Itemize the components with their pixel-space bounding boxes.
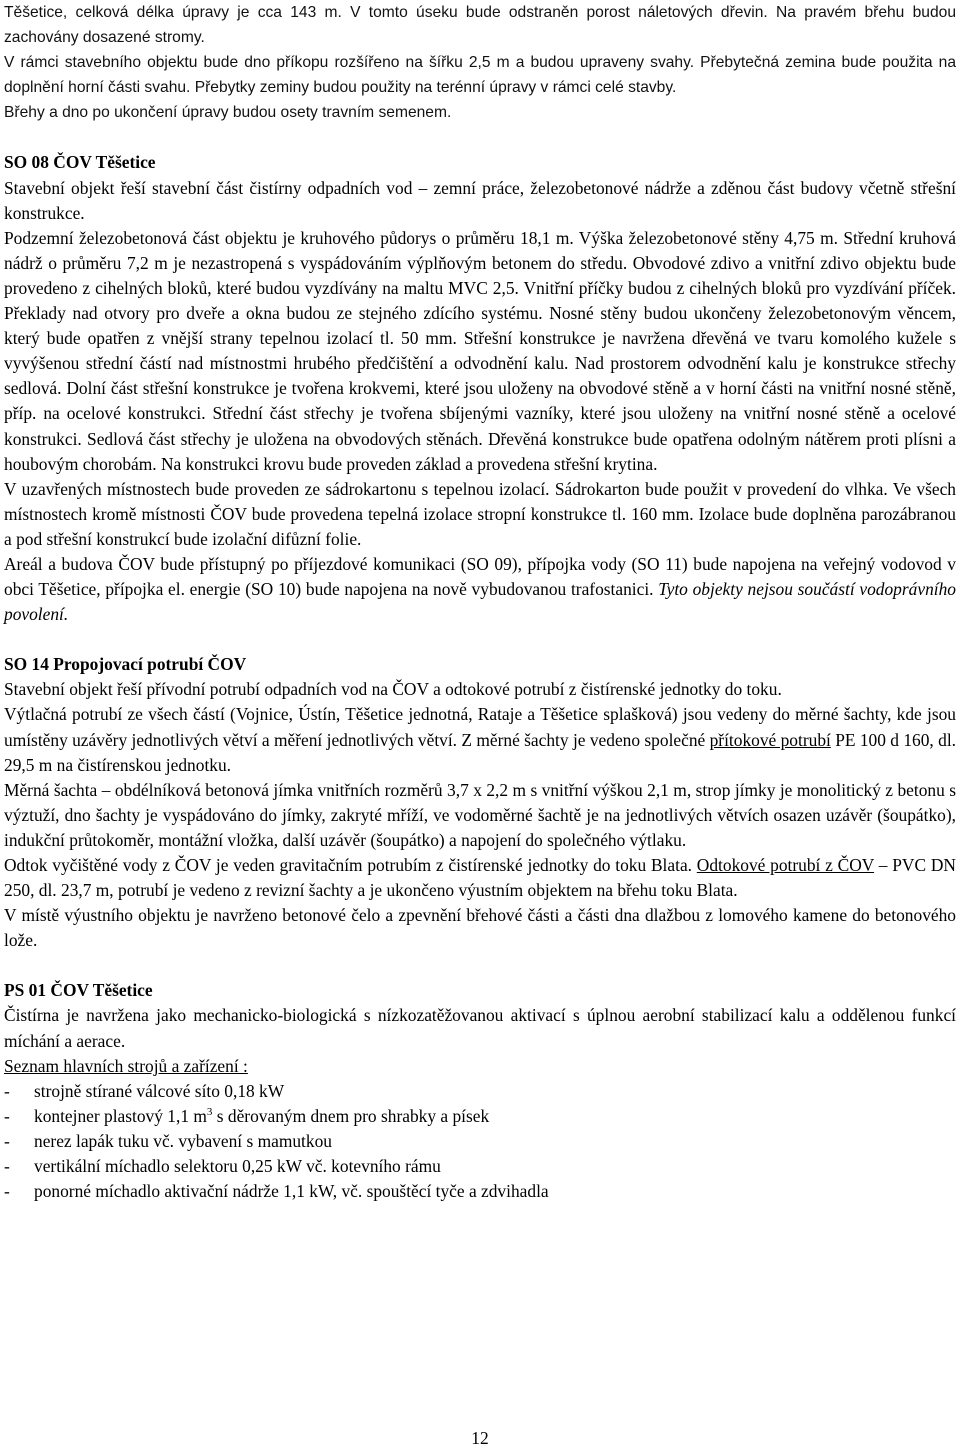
list-item [4,1104,956,1129]
so14-paragraph-1: Stavební objekt řeší přívodní potrubí odpadních vod na ČOV a odtokové potrubí z čistírenské jednotky do toku. [4,679,782,700]
intro-paragraph-2: V rámci stavebního objektu bude dno příkopu rozšířeno na šířku 2,5 m a budou upraveny svahy. Přebytečná zemina bude použita na doplnění horní části svahu. Přebytky zeminy budou použity na terénní úpravy v rámci celé stavby. [4,54,956,97]
list-item [4,1154,956,1179]
so14-paragraph-3: Měrná šachta – obdélníková betonová jímka vnitřních rozměrů 3,7 x 2,2 m s vnitřní výškou 2,1 m, strop jímky je monolitický z betonu s výztuží, dno šachty je vyspádováno do jímky, zakryté mříží, ve vodoměrné šachtě je na jednotlivých větvích osazen uzávěr (šoupátko), indukční průtokoměr, montážní vložka, další uzávěr (šoupátko) a napojení do společného výtlaku. [4,779,956,850]
list-item-text: kontejner plastový 1,1 m [34,1105,207,1126]
so14-paragraph-2 [4,702,956,777]
list-item-text: strojně stírané válcové síto 0,18 kW [34,1080,285,1101]
list-dash: - [4,1130,10,1151]
ps01-heading: PS 01 ČOV Těšetice [4,980,153,1001]
list-item [4,1179,956,1204]
so14-inflow-pipe: přítokové potrubí [709,729,831,750]
list-dash: - [4,1080,10,1101]
so08-paragraph-3: V uzavřených místnostech bude proveden ze sádrokartonu s tepelnou izolací. Sádrokarton bude použit v provedení do vlhka. Ve všech místnostech kromě místnosti ČOV bude provedena tepelná izolace stropní konstrukce tl. 160 mm. Izolace bude doplněna parozábranou a pod střešní konstrukcí bude izolační difůzní folie. [4,478,956,549]
intro-paragraph-3: Břehy a dno po ukončení úpravy budou osety travním semenem. [4,104,452,122]
so08-italic-note: Tyto objekty nejsou součástí vodoprávního povolení. [4,579,956,625]
document-page [4,0,956,1204]
intro-paragraph-1: Těšetice, celková délka úpravy je cca 143 m. V tomto úseku bude odstraněn porost náletových dřevin. Na pravém břehu budou zachovány dosazené stromy. [4,4,956,47]
list-dash: - [4,1181,10,1202]
list-item-text: nerez lapák tuku vč. vybavení s mamutkou [34,1130,332,1151]
so14-p4-text-b: – PVC DN 250, dl. 23,7 m, potrubí je vedeno z revizní šachty a je ukončeno výustním objektem na břehu toku Blata. [4,855,956,901]
list-item-text: ponorné míchadlo aktivační nádrže 1,1 kW, vč. spouštěcí tyče a zdvihadla [34,1181,549,1202]
list-item [4,1079,956,1104]
so08-paragraph-4 [4,552,956,627]
so08-paragraph-4-text: Areál a budova ČOV bude přístupný po příjezdové komunikaci (SO 09), přípojka vody (SO 11) bude napojena na veřejný vodovod v obci Těšetice, přípojka el. energie (SO 10) bude napojena na nově vybudovanou trafostanici. [4,553,956,600]
so14-outflow-pipe: Odtokové potrubí z ČOV [696,855,875,875]
superscript-3: 3 [206,1106,213,1119]
page-number: 12 [471,1428,489,1448]
ps01-list-heading: Seznam hlavních strojů a zařízení : [4,1055,248,1076]
so14-p2-text-b: PE 100 d 160, dl. 29,5 m na čistírenskou jednotku. [4,729,957,775]
so14-p4-text-a: Odtok vyčištěné vody z ČOV je veden gravitačním potrubím z čistírenské jednotky do toku Blata. [4,855,697,875]
list-item-text: vertikální míchadlo selektoru 0,25 kW vč. kotevního rámu [34,1156,441,1177]
so14-paragraph-4 [4,853,956,903]
so14-heading: SO 14 Propojovací potrubí ČOV [4,654,247,675]
so08-paragraph-2: Podzemní železobetonová část objektu je kruhového půdorys o průměru 18,1 m. Výška železobetonové stěny 4,75 m. Střední kruhová nádrž o průměru 7,2 m je nezastropená s vyspádováním výplňovým betonem do středu. Obvodové zdivo a vnitřní zdivo objektu bude provedeno z cihelných bloků, které budou vyzdívány na maltu MVC 2,5. Vnitřní příčky budou z cihelných bloků pro vyzdívání příček. Překlady nad otvory pro dveře a okna budou ze stejného zdícího systému. Nosné stěny budou ukončeny železobetonovým věncem, který bude opatřen z vnější strany tepelnou izolací tl. 50 mm. Střešní konstrukce je navržena dřevěná ve tvaru komolého kužele s vyvýšenou střední částí nad místnostmi hrubého předčištění a odvodnění kalu. Nad prostorem odvodnění kalu je konstrukce střechy sedlová. Dolní část střešní konstrukce je tvořena krokvemi, které jsou uloženy na obvodové stěně a v horní části na vnitřní nosné stěně, příp. na ocelové konstrukci. Střední část střechy je tvořena sbíjenými vazníky, které jsou uloženy na vnitřní nosné stěně a ocelové konstrukci. Sedlová část střechy je uložena na obvodových stěnách. Dřevěná konstrukce bude opatřena odolným nátěrem proti plísni a houbovým chorobám. Na konstrukci krovu bude proveden základ a provedena střešní krytina. [4,227,956,474]
list-item [4,1129,956,1154]
so08-heading: SO 08 ČOV Těšetice [4,152,156,173]
list-item-text-rest: s děrovaným dnem pro shrabky a písek [212,1105,490,1126]
so14-paragraph-5: V místě výustního objektu je navrženo betonové čelo a zpevnění břehové části a části dna dlažbou z lomového kamene do betonového lože. [4,905,956,951]
so08-paragraph-1: Stavební objekt řeší stavební část čistírny odpadních vod – zemní práce, železobetonové nádrže a zděnou část budovy včetně střešní konstrukce. [4,177,956,223]
list-dash: - [4,1105,10,1126]
list-dash: - [4,1156,10,1177]
so14-p2-text-a: Výtlačná potrubí ze všech částí (Vojnice, Ústín, Těšetice jednotná, Rataje a Těšetice splašková) jsou vedeny do měrné šachty, kde jsou umístěny uzávěry jednotlivých větví a měření jednotlivých větví. Z měrné šachty je vedeno společné [4,704,956,750]
equipment-list [4,1079,956,1204]
ps01-paragraph-1: Čistírna je navržena jako mechanicko-biologická s nízkozatěžovanou aktivací s úplnou aerobní stabilizací kalu a oddělenou funkcí míchání a aerace. [4,1005,956,1051]
